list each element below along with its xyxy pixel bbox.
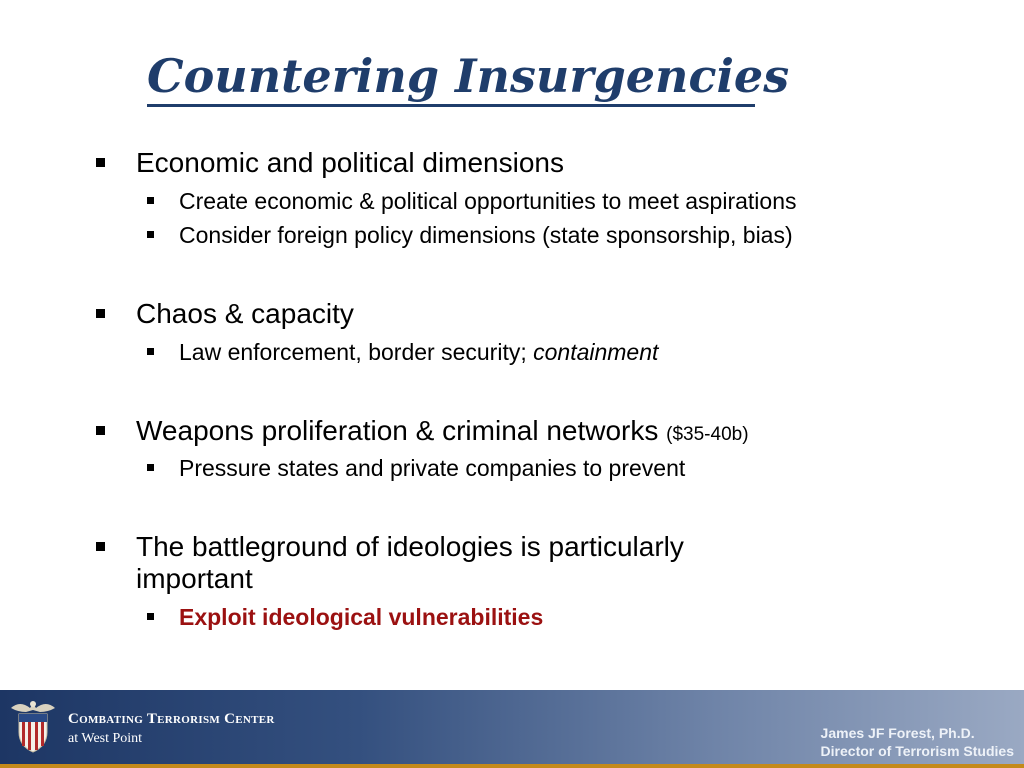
sub-bullet-text-highlighted: Exploit ideological vulnerabilities <box>179 604 544 630</box>
square-bullet-icon <box>96 426 105 435</box>
bullet-text <box>136 415 749 451</box>
square-bullet-icon <box>96 542 105 551</box>
footer-banner <box>0 690 1024 768</box>
author-title: Director of Terrorism Studies <box>820 743 1014 759</box>
organization-subtitle: at West Point <box>68 731 143 746</box>
west-point-crest-icon <box>8 698 58 754</box>
square-bullet-icon <box>96 309 105 318</box>
sub-bullet-text: Consider foreign policy dimensions (state sponsorship, bias) <box>179 222 793 248</box>
author-credit <box>821 724 1014 760</box>
sub-bullet-emphasis: containment <box>533 339 659 365</box>
bullet-text-main: Weapons proliferation & criminal networks <box>136 415 659 446</box>
sub-bullet-text: Create economic & political opportunities to meet aspirations <box>179 188 797 214</box>
bullet-text-line2: important <box>136 563 253 594</box>
bullet-text: Economic and political dimensions <box>136 147 564 178</box>
square-bullet-icon <box>147 464 154 471</box>
sub-bullet-text: Pressure states and private companies to prevent <box>179 455 686 481</box>
bullet-note: ($35-40b) <box>666 424 749 445</box>
sub-bullet-text <box>179 337 658 367</box>
square-bullet-icon <box>147 348 154 355</box>
bullet-text: Chaos & capacity <box>136 298 354 329</box>
slide-title: Countering Insurgencies <box>147 49 790 103</box>
author-name: James JF Forest, Ph.D. <box>820 725 975 741</box>
sub-bullet-text-main: Law enforcement, border security; <box>179 339 534 365</box>
square-bullet-icon <box>147 197 154 204</box>
square-bullet-icon <box>147 613 154 620</box>
organization-name: Combating Terrorism Center <box>68 711 275 727</box>
square-bullet-icon <box>96 158 105 167</box>
footer-accent-stripe <box>0 764 1024 768</box>
square-bullet-icon <box>147 231 154 238</box>
bullet-text-line1: The battleground of ideologies is particularly <box>136 531 684 562</box>
